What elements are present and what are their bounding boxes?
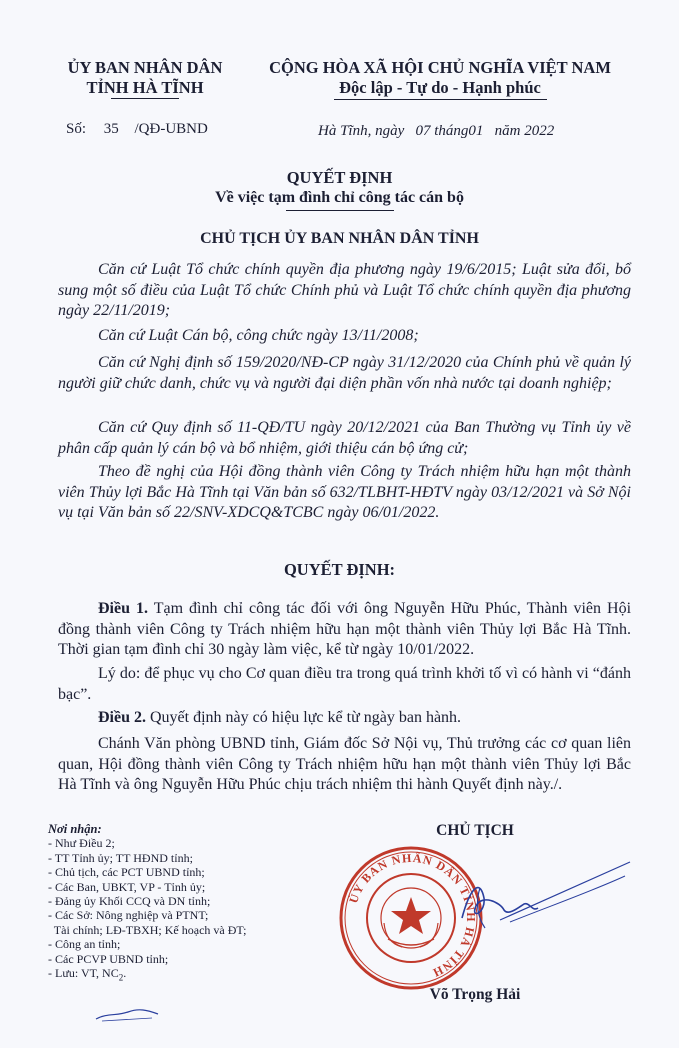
issuing-org <box>40 58 250 98</box>
recipient-item: Tài chính; LĐ-TBXH; Kế hoạch và ĐT; <box>48 922 247 937</box>
preamble-5: Theo đề nghị của Hội đồng thành viên Công ty Trách nhiệm hữu hạn một thành viên Thủy lợi Bắc Hà Tĩnh tại Văn bản số 632/TLBHT-HĐTV ngày 03/12/2021 và Sở Nội vụ tại Văn bản số 22/SNV-XDCQ&TCBC ngày 06/01/2022. <box>58 463 631 521</box>
execution-clause: Chánh Văn phòng UBND tỉnh, Giám đốc Sở Nội vụ, Thủ trưởng các cơ quan liên quan, Hội đồng thành viên Công ty Trách nhiệm hữu hạn một thành viên Thủy lợi Bắc Hà Tĩnh và ông Nguyễn Hữu Phúc chịu trách nhiệm thi hành Quyết định này./. <box>58 735 631 793</box>
nation-line2: Độc lập - Tự do - Hạnh phúc <box>339 78 541 97</box>
article-1-text: Tạm đình chỉ công tác đối với ông Nguyễn Hữu Phúc, Thành viên Hội đồng thành viên Công ty Trách nhiệm hữu hạn một thành viên Thủy lợi Bắc Hà Tĩnh. Thời gian tạm đình chỉ 30 ngày làm việc, kể từ ngày 10/01/2022. <box>58 600 632 658</box>
number-suffix: /QĐ-UBND <box>134 121 208 137</box>
document-number <box>66 121 266 138</box>
org-line1: ỦY BAN NHÂN DÂN <box>67 58 223 77</box>
handwritten-signature <box>440 858 640 948</box>
authority-heading: CHỦ TỊCH ỦY BAN NHÂN DÂN TỈNH <box>200 230 479 247</box>
recipient-item-archive <box>48 966 348 985</box>
nation-line1: CỘNG HÒA XÃ HỘI CHỦ NGHĨA VIỆT NAM <box>269 58 611 77</box>
number-value: 35 <box>103 121 119 137</box>
recipient-item: - Chủ tịch, các PCT UBND tỉnh; <box>48 865 205 880</box>
article-1-reason: Lý do: để phục vụ cho Cơ quan điều tra trong quá trình khởi tố vì có hành vi “đánh bạc”. <box>58 665 631 703</box>
motto-underline <box>334 99 547 100</box>
seal-text: ỦY BAN NHÂN DÂN TỈNH HÀ TĨNH <box>346 850 479 981</box>
recipient-item: - Đảng ủy Khối CCQ và DN tỉnh; <box>48 894 211 909</box>
recipients-block <box>48 822 348 985</box>
org-underline <box>111 98 179 99</box>
place-date: Hà Tĩnh, ngày 07 tháng01 năm 2022 <box>318 123 555 139</box>
signer-title: CHỦ TỊCH <box>436 822 514 839</box>
document-title: QUYẾT ĐỊNH <box>286 168 393 187</box>
preamble-4: Căn cứ Quy định số 11-QĐ/TU ngày 20/12/2021 của Ban Thường vụ Tỉnh ủy về phân cấp quản lý cán bộ và bổ nhiệm, giới thiệu cán bộ ứng cử; <box>58 419 631 457</box>
recipient-item: - Các Ban, UBKT, VP - Tỉnh ủy; <box>48 879 206 894</box>
preamble-1: Căn cứ Luật Tổ chức chính quyền địa phương ngày 19/6/2015; Luật sửa đổi, bổ sung một số điều của Luật Tổ chức Chính phủ và Luật Tổ chức chính quyền địa phương ngày 22/11/2019; <box>58 261 631 319</box>
article-2-label: Điều 2. <box>98 709 146 726</box>
initials-scribble <box>92 1004 162 1024</box>
national-heading <box>250 58 630 98</box>
article-2 <box>58 708 631 729</box>
recipient-item: - Công an tỉnh; <box>48 937 121 952</box>
seal-star-icon <box>391 897 431 934</box>
preamble-3: Căn cứ Nghị định số 159/2020/NĐ-CP ngày 31/12/2020 của Chính phủ về quản lý người giữ chức danh, chức vụ và người đại diện phần vốn nhà nước tại doanh nghiệp; <box>58 354 631 392</box>
archive-sub: 2 <box>118 972 124 983</box>
org-line2: TỈNH HÀ TĨNH <box>86 78 204 97</box>
subject-underline <box>286 210 394 211</box>
archive-prefix: - Lưu: VT, NC <box>48 966 119 981</box>
article-1 <box>58 599 631 661</box>
article-2-text: Quyết định này có hiệu lực kể từ ngày ban hành. <box>146 709 462 726</box>
preamble-2: Căn cứ Luật Cán bộ, công chức ngày 13/11/2008; <box>98 327 419 344</box>
archive-suffix: . <box>123 966 127 981</box>
recipients-heading: Nơi nhận: <box>48 822 102 836</box>
recipient-item: - Như Điều 2; <box>48 836 115 851</box>
recipient-item: - TT Tỉnh ủy; TT HĐND tỉnh; <box>48 850 193 865</box>
recipient-item: - Các Sở: Nông nghiệp và PTNT; <box>48 908 209 923</box>
number-label: Số: <box>66 121 87 137</box>
article-1-label: Điều 1. <box>98 600 148 617</box>
signer-name: Võ Trọng Hải <box>429 986 521 1003</box>
recipient-item: - Các PCVP UBND tỉnh; <box>48 951 169 966</box>
document-subject: Về việc tạm đình chỉ công tác cán bộ <box>215 189 464 206</box>
decision-heading: QUYẾT ĐỊNH: <box>283 560 396 579</box>
